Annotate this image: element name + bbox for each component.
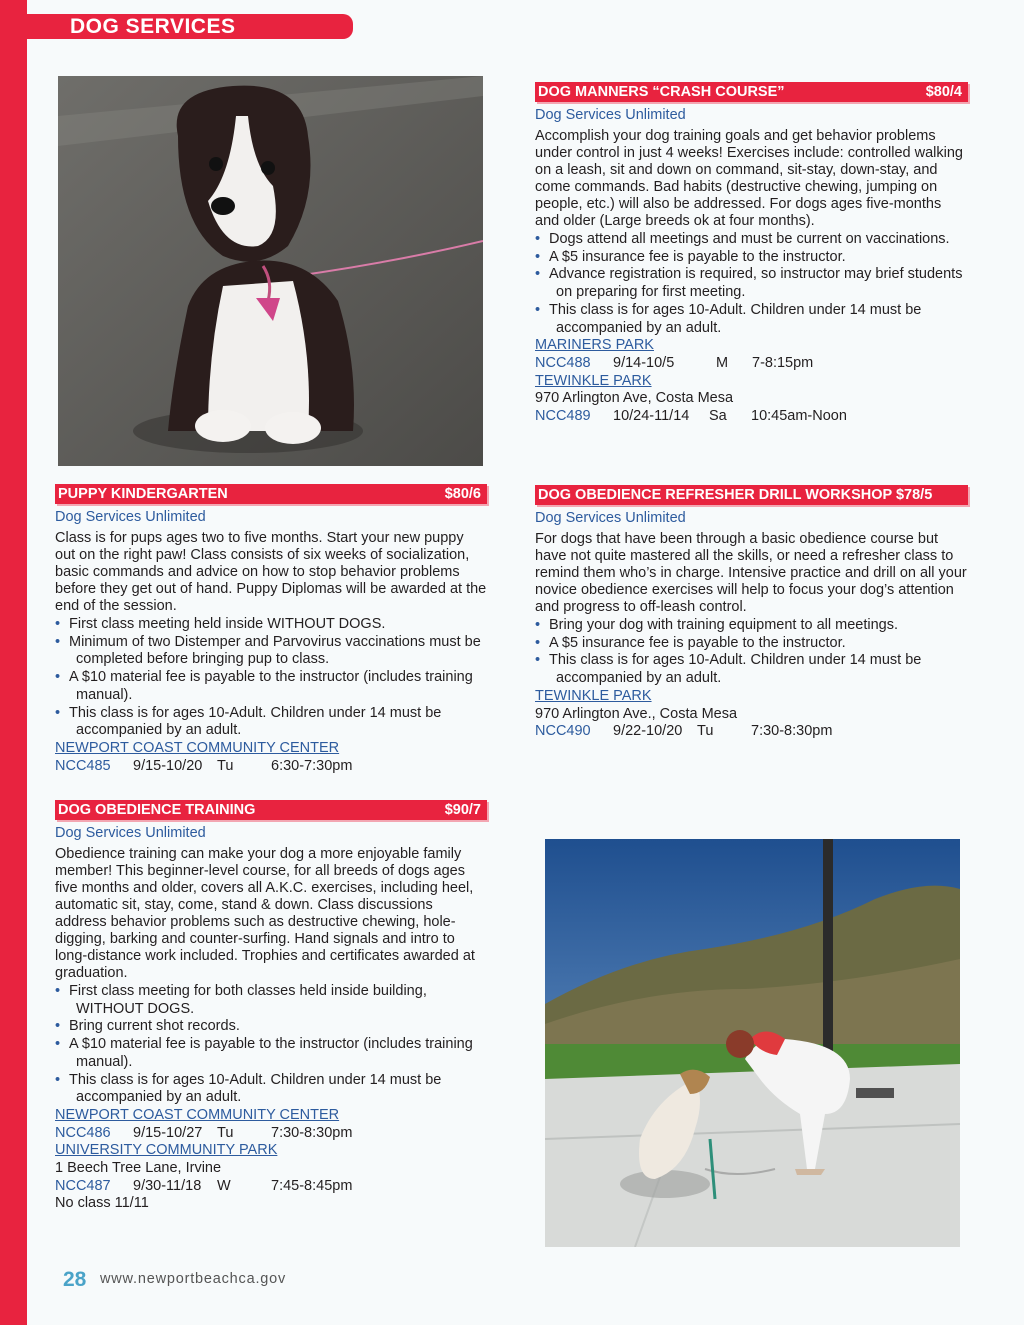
class-code: NCC485 (55, 757, 111, 774)
class-title: DOG OBEDIENCE TRAINING (58, 802, 256, 818)
dog-manners-header (535, 82, 968, 102)
location-address: 970 Arlington Ave, Costa Mesa (535, 390, 734, 407)
class-day: Sa (709, 408, 727, 425)
list-item: • This class is for ages 10-Adult. Children under 14 must be accompanied by an adult. (55, 1072, 487, 1107)
class-schedule-row (535, 355, 968, 373)
class-day: Tu (217, 1124, 234, 1141)
class-title: DOG MANNERS “CRASH COURSE” (538, 84, 785, 100)
class-description: Class is for pups ages two to five months. Start your new puppy out on the right paw! Class consists of six weeks of socialization, basic commands and advice on how to stop behavior problems before they get out of hand. Puppy Diplomas will be awarded at the end of the session. (55, 530, 487, 614)
class-code: NCC486 (55, 1124, 111, 1141)
class-dates: 9/15-10/27 (133, 1124, 203, 1141)
list-item: • A $5 insurance fee is payable to the instructor. (535, 249, 968, 267)
location-link-university-park[interactable]: UNIVERSITY COMMUNITY PARK (55, 1142, 278, 1159)
class-notes-list (535, 231, 968, 337)
section-banner (27, 14, 353, 39)
location-address: 970 Arlington Ave., Costa Mesa (535, 705, 738, 722)
list-item: • This class is for ages 10-Adult. Children under 14 must be accompanied by an adult. (535, 302, 968, 337)
class-time: 10:45am-Noon (751, 408, 847, 425)
list-item: • This class is for ages 10-Adult. Children under 14 must be accompanied by an adult. (55, 705, 487, 740)
class-notes-list (535, 617, 968, 688)
class-dates: 9/15-10/20 (133, 757, 203, 774)
class-time: 7:45-8:45pm (271, 1177, 353, 1194)
list-item: • A $5 insurance fee is payable to the instructor. (535, 635, 968, 653)
list-item: • A $10 material fee is payable to the instructor (includes training manual). (55, 669, 487, 704)
location-link-newport-coast[interactable]: NEWPORT COAST COMMUNITY CENTER (55, 1106, 340, 1123)
class-day: Tu (697, 723, 714, 740)
class-code: NCC487 (55, 1177, 111, 1194)
class-notes-list (55, 616, 487, 740)
list-item: • Bring current shot records. (55, 1018, 487, 1036)
dog-obedience-header (55, 800, 487, 820)
class-price: $90/7 (444, 802, 481, 818)
left-accent-bar (0, 0, 27, 1325)
list-item: • First class meeting held inside WITHOUT DOGS. (55, 616, 487, 634)
class-time: 7-8:15pm (752, 354, 814, 371)
dog-manners-section (535, 82, 968, 426)
list-item: • First class meeting for both classes held inside building, WITHOUT DOGS. (55, 983, 487, 1018)
refresher-workshop-header (535, 485, 968, 505)
class-dates: 9/30-11/18 (133, 1177, 202, 1194)
location-link-tewinkle-park[interactable]: TEWINKLE PARK (535, 372, 652, 389)
refresher-workshop-section (535, 485, 968, 741)
class-schedule-row (55, 758, 487, 776)
page-number: 28 (63, 1268, 87, 1291)
class-schedule-row (55, 1125, 487, 1143)
location-link-mariners-park[interactable]: MARINERS PARK (535, 337, 654, 354)
class-note: No class 11/11 (55, 1195, 149, 1212)
class-price: $80/4 (925, 84, 962, 100)
class-day: W (217, 1177, 231, 1194)
class-code: NCC490 (535, 723, 591, 740)
class-schedule-row (55, 1178, 487, 1196)
class-time: 7:30-8:30pm (751, 723, 833, 740)
puppy-kindergarten-section (55, 484, 487, 775)
list-item: • A $10 material fee is payable to the instructor (includes training manual). (55, 1036, 487, 1071)
list-item: • Dogs attend all meetings and must be current on vaccinations. (535, 231, 968, 249)
puppy-photo (58, 76, 483, 466)
class-time: 6:30-7:30pm (271, 757, 353, 774)
class-title: PUPPY KINDERGARTEN (58, 486, 228, 502)
class-description: Accomplish your dog training goals and get behavior problems under control in just 4 weeks! Exercises include: controlled walking on a leash, sit and down on command, sit-stay, down-stay, and come commands. Bad habits (destructive chewing, jumping on people, etc.) will also be addressed. For dogs ages five-months and older (Large breeds ok at four months). (535, 128, 963, 229)
section-title: DOG SERVICES (70, 15, 236, 38)
organization: Dog Services Unlimited (55, 509, 206, 525)
class-code: NCC488 (535, 354, 591, 371)
list-item: • Minimum of two Distemper and Parvovirus vaccinations must be completed before bringing pup to class. (55, 634, 487, 669)
class-time: 7:30-8:30pm (271, 1124, 353, 1141)
class-description: Obedience training can make your dog a more enjoyable family member! This beginner-level course, for all breeds of dogs ages five months and older, covers all A.K.C. exercises, including heel, automatic sit, stay, come, stand & down. Class discussions address behavior problems such as destructive chewing, hole-digging, barking and counter-surfing. Hand signals and intro to long-distance work included. Trophies and certificates awarded at graduation. (55, 846, 475, 981)
class-schedule-row (535, 723, 968, 741)
class-day: Tu (217, 757, 234, 774)
training-photo (545, 839, 960, 1247)
organization: Dog Services Unlimited (535, 107, 686, 123)
list-item: • This class is for ages 10-Adult. Children under 14 must be accompanied by an adult. (535, 652, 968, 687)
class-dates: 10/24-11/14 (613, 408, 690, 425)
class-title: DOG OBEDIENCE REFRESHER DRILL WORKSHOP $78/5 (538, 487, 933, 503)
list-item: • Bring your dog with training equipment to all meetings. (535, 617, 968, 635)
class-dates: 9/14-10/5 (613, 354, 675, 371)
class-dates: 9/22-10/20 (613, 723, 683, 740)
location-link-newport-coast[interactable]: NEWPORT COAST COMMUNITY CENTER (55, 739, 340, 756)
list-item: • Advance registration is required, so instructor may brief students on preparing for first meeting. (535, 266, 968, 301)
location-link-tewinkle-park[interactable]: TEWINKLE PARK (535, 687, 652, 704)
location-address: 1 Beech Tree Lane, Irvine (55, 1160, 222, 1177)
website-url: www.newportbeachca.gov (100, 1271, 287, 1287)
class-notes-list (55, 983, 487, 1107)
class-description: For dogs that have been through a basic obedience course but have not quite mastered all the skills, or need a refresher class to remind them who’s in charge. Intensive practice and drill on all your novice obedience exercises will help to focus your dog’s attention and progress to off-leash control. (535, 531, 967, 615)
class-price: $80/6 (444, 486, 481, 502)
class-schedule-row (535, 408, 968, 426)
dog-obedience-section (55, 800, 487, 1213)
puppy-kindergarten-header (55, 484, 487, 504)
class-day: M (716, 354, 729, 371)
organization: Dog Services Unlimited (55, 825, 206, 841)
class-code: NCC489 (535, 408, 591, 425)
organization: Dog Services Unlimited (535, 510, 686, 526)
